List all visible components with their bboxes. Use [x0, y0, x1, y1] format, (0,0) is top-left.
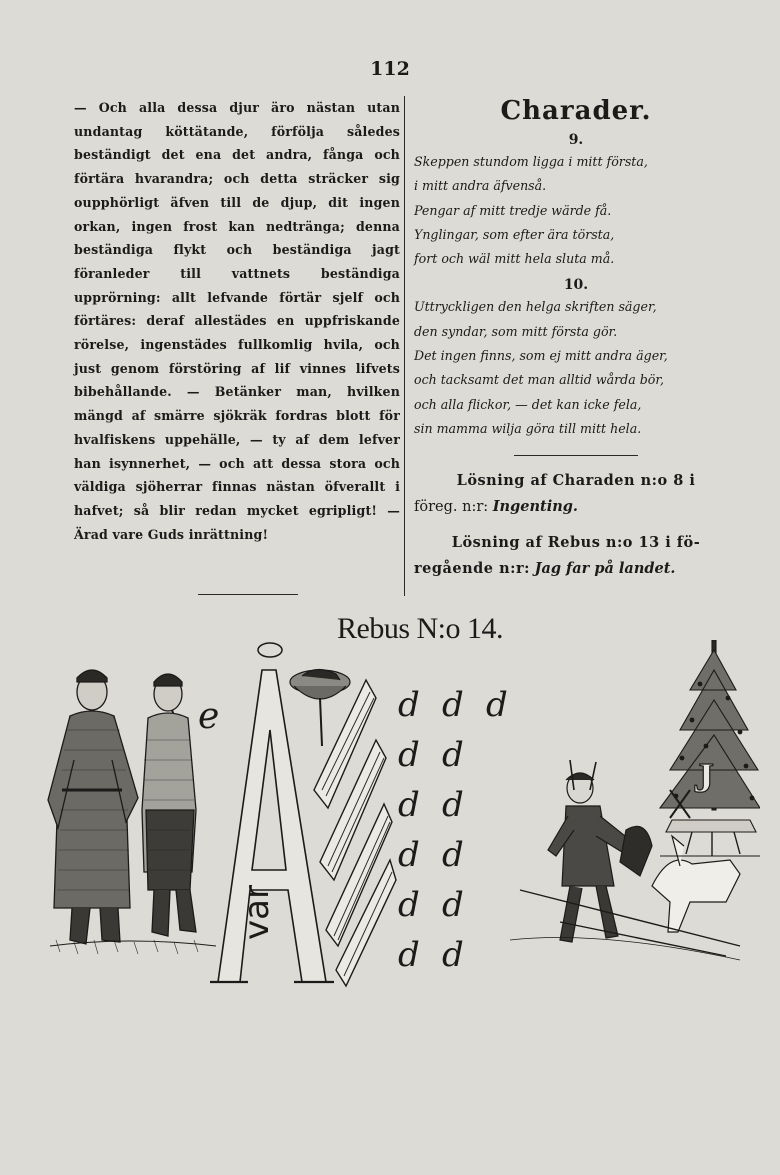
rebus-letter-j: J [693, 756, 714, 802]
rebus-letter-e: e [198, 696, 220, 737]
solution-charade [414, 468, 738, 520]
solution-line [414, 494, 738, 520]
solution-rebus [414, 530, 738, 582]
page-number: 112 [370, 58, 410, 80]
rebus-title: Rebus N:o 14. [337, 612, 503, 645]
rebus-letter-d: d [398, 685, 420, 725]
riddle-number: 9. [568, 132, 584, 148]
christmas-tree-illustration [660, 640, 760, 856]
verse-line: Pengar af mitt tredje wärde få. [414, 202, 612, 218]
rebus-letter-d: d [398, 835, 420, 875]
two-men-illustration [48, 670, 216, 954]
verse-line: sin mamma wilja göra till mitt hela. [414, 420, 642, 436]
charader-section [414, 96, 738, 592]
rebus-d-letters [398, 685, 508, 975]
rebus-letter-d: d [398, 785, 420, 825]
verse-line: fort och wäl mitt hela sluta må. [414, 251, 615, 267]
solution-answer: Ingenting. [492, 498, 578, 516]
solution-continuation: regående n:r: [414, 560, 530, 578]
verse-line: Det ingen finns, som ej mitt andra äger, [414, 348, 668, 364]
verse-line: i mitt andra äfvenså. [414, 178, 547, 194]
solution-answer: Jag far på landet. [534, 560, 676, 578]
verse-line: den syndar, som mitt första gör. [414, 323, 618, 339]
rebus-letter-d: d [442, 885, 464, 925]
verse-line: och alla flickor, — det kan icke fela, [414, 396, 642, 412]
solution-heading: Lösning af Charaden n:o 8 i [456, 472, 696, 490]
article-text: — Och alla dessa djur äro nästan utan undantag köttätande, förfölja således beständigt det ena det andra, fånga och förtära hvarandra; och detta sträcker sig oupphörligt äfven till de djup, dit ingen orkan, ingen frost kan nedtränga; denna beständiga flykt och beständiga jagt föranleder till vattnets beständiga upprörning: allt lefvande förtär sjelf och förtäres: deraf allestädes en uppfriskande rörelse, ingenstädes fullkomlig hvila, och just genom förstöring af lif vinnes lifvets bibehållande. — Betänker man, hvilken mängd af smärre sjökräk fordras blott för hvalfiskens uppehälle, — ty af dem lefver han isynnerhet, — och att dessa stora och väldiga sjöherrar finnas nästan öfverallt i hafvet; så blir redan mycket egripligt! — Ärad vare Guds inrättning! [74, 100, 400, 542]
charader-title: Charader. [500, 96, 652, 126]
rebus-letter-d: d [398, 935, 420, 975]
rebus-letter-d: d [442, 835, 464, 875]
solution-heading: Lösning af Rebus n:o 13 i fö- [451, 534, 701, 552]
rebus-illustration [40, 640, 760, 1110]
rebus-circle [258, 643, 282, 657]
verse-line: Skeppen stundom ligga i mitt första, [414, 154, 648, 169]
rebus-svg [40, 640, 760, 1110]
riddle-verse [414, 150, 738, 271]
rebus-letter-d: d [442, 685, 464, 725]
rebus-letter-d: d [442, 935, 464, 975]
rebus-letter-d: d [398, 735, 420, 775]
rebus-letter-d: d [486, 685, 508, 725]
solution-line [414, 556, 738, 582]
verse-line: Uttryckligen den helga skriften säger, [414, 299, 657, 315]
verse-line: och tacksamt det man alltid wårda bör, [414, 372, 665, 388]
rebus-letter-d: d [398, 885, 420, 925]
rebus-letter-d: d [442, 735, 464, 775]
separator-rule [514, 455, 638, 456]
rebus-letter-d: d [442, 785, 464, 825]
riddle-number: 10. [563, 277, 589, 294]
solution-continuation: föreg. n:r: [414, 499, 489, 516]
riddle-verse [414, 295, 738, 441]
rebus-word-var: var [237, 885, 277, 940]
column-divider [404, 96, 405, 596]
verse-line: Ynglingar, som efter ära törsta, [414, 226, 615, 242]
left-separator-rule [198, 594, 298, 595]
